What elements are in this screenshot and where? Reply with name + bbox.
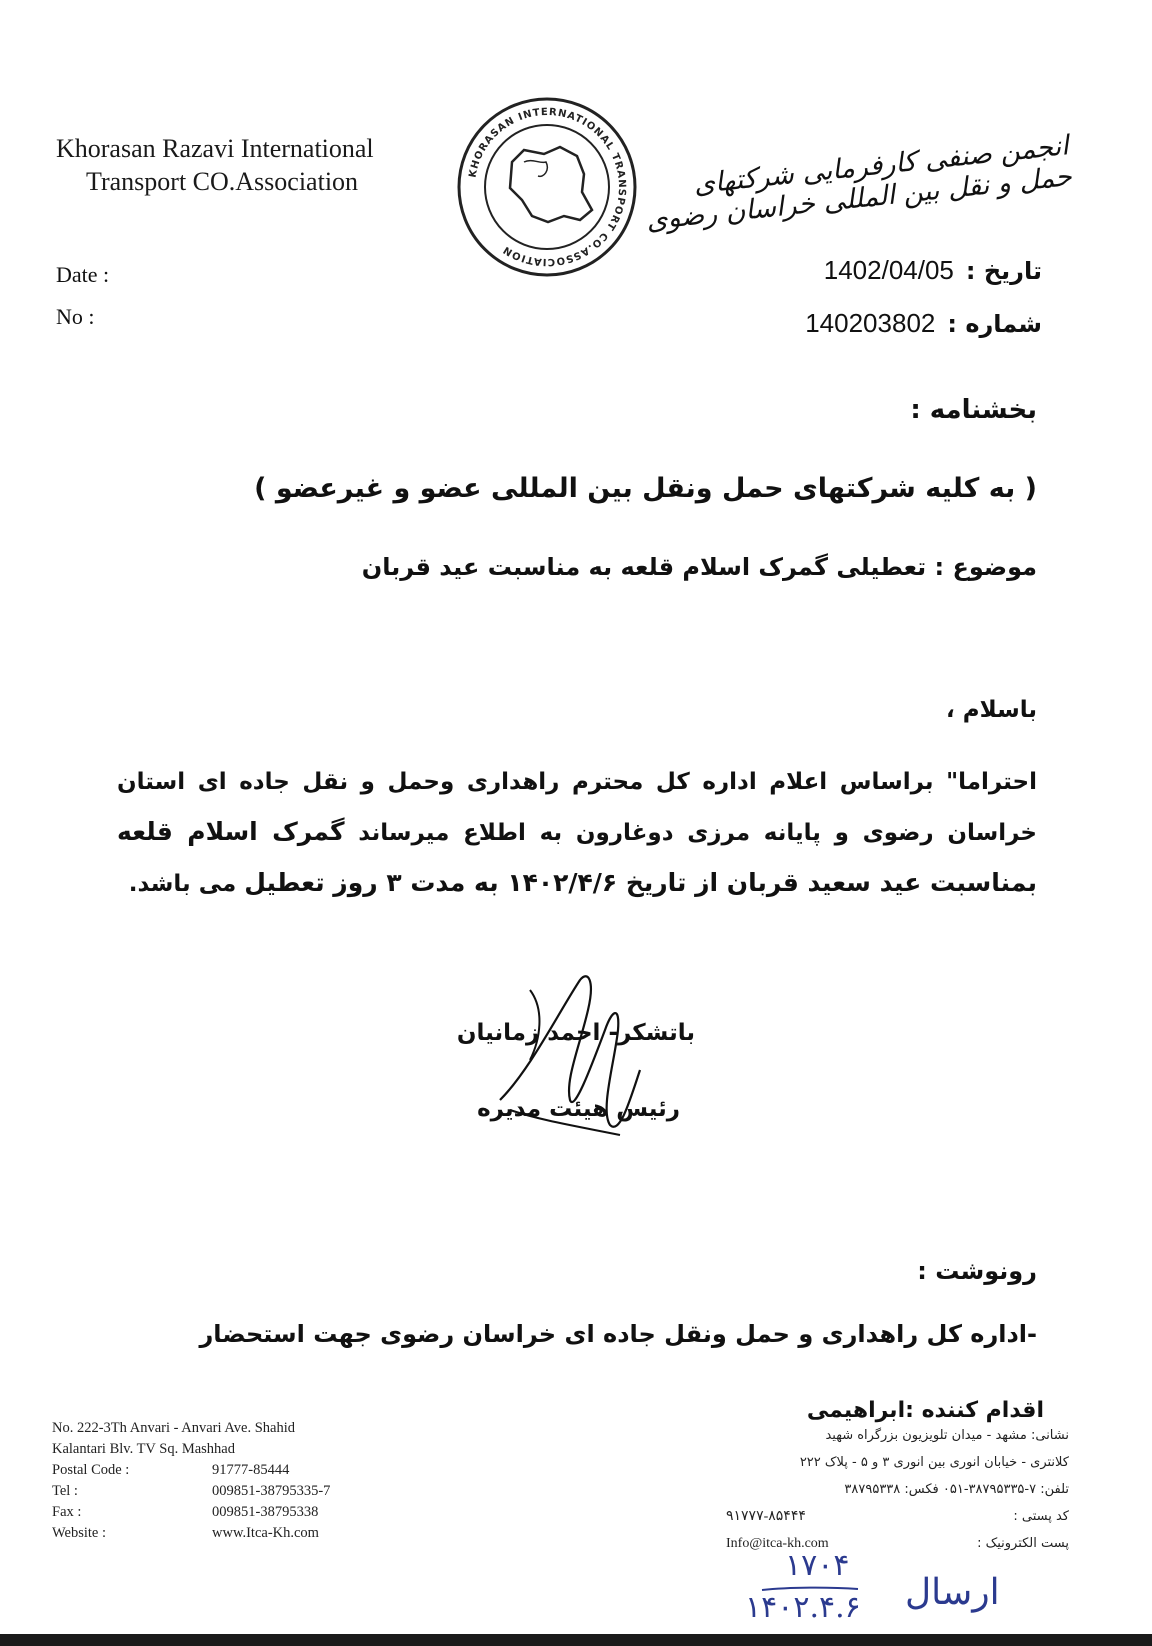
footer-address-line2: Kalantari Blv. TV Sq. Mashhad [52,1441,235,1457]
seal-text: KHORASAN INTERNATIONAL TRANSPORT CO.ASSOCIATION [467,106,628,268]
letter-body-part2: می باشد. [128,871,245,897]
number-label-english: No : [56,304,95,329]
company-name-persian: انجمن صنفی کارفرمایی شرکتهای حمل و نقل بین المللی خراسان رضوی [644,130,1074,237]
cc-label: رونوشت : [917,1257,1037,1285]
footer-contact-english [52,1418,362,1544]
footer-postal-label: Postal Code : [52,1462,130,1478]
cc-recipient: -اداره کل راهداری و حمل ونقل جاده ای خراسان رضوی جهت استحضار [199,1320,1037,1348]
greeting: باسلام ، [946,697,1037,723]
handwritten-word: ارسال [905,1572,1000,1613]
footer-fa-address-line1: نشانی: مشهد - میدان تلویزیون بزرگراه شهید [825,1428,1069,1443]
footer-fa-postal-label: کد پستی : [1013,1509,1069,1524]
signatory-title: رئیس هیئت مدیره [477,1096,680,1122]
letter-date-row [824,255,1042,286]
letter-number-row [805,308,1042,339]
association-seal-logo [452,92,642,282]
footer-tel-value: 009851-38795335-7 [212,1483,331,1499]
footer-website-label: Website : [52,1525,106,1541]
footer-fax-label: Fax : [52,1504,82,1520]
letter-body [117,758,1037,909]
footer-fa-address-line2: کلانتری - خیابان انوری بین انوری ۳ و ۵ - پلاک ۲۲۲ [799,1455,1069,1470]
circular-title: بخشنامه : [910,395,1037,425]
action-by: اقدام کننده :ابراهیمی [806,1398,1044,1423]
letter-number-value: 140203802 [805,308,936,338]
footer-fa-email-label: پست الکترونیک : [977,1536,1069,1551]
recipients-line: ( به کلیه شرکتهای حمل ونقل بین المللی عضو و غیرعضو ) [254,473,1037,504]
signatory-name: باتشکر- احمد زمانیان [456,1020,695,1046]
footer-fa-email-link[interactable]: Info@itca-kh.com [726,1536,829,1551]
handwritten-signature [470,950,700,1180]
letter-body-highlight: گمرک اسلام قلعه بمناسبت عید سعید قربان از تاریخ ۱۴۰۲/۴/۶ به مدت ۳ روز تعطیل [117,817,1037,897]
company-name-english-line1: Khorasan Razavi International [56,134,374,163]
letter-date-value: 1402/04/05 [823,255,954,285]
company-name-english-line2: Transport CO.Association [86,167,359,196]
footer-fa-postal-value: ۹۱۷۷۷-۸۵۴۴۴ [726,1509,806,1524]
footer-contact-persian [726,1422,1069,1557]
company-name-english [56,132,374,198]
letter-body-part1: احتراما" براساس اعلام اداره کل محترم راهداری وحمل و نقل جاده ای استان خراسان رضوی و پایانه مرزی دوغارون به اطلاع میرساند [117,769,1037,846]
letter-number-label: شماره : [947,310,1042,338]
footer-postal-value: 91777-85444 [212,1462,290,1478]
handwritten-number-top: ۱۷۰۴ [785,1548,850,1583]
svg-text:KHORASAN INTERNATIONAL TRANSPO [468,107,628,267]
handwritten-number-bottom: ۱۴۰۲.۴.۶ [745,1590,861,1625]
footer-tel-label: Tel : [52,1483,78,1499]
footer-fa-phone: تلفن: ۷-۳۸۷۹۵۳۳۵-۰۵۱ فکس: ۳۸۷۹۵۳۳۸ [844,1482,1069,1497]
footer-website-link[interactable]: www.Itca-Kh.com [212,1525,319,1541]
subject-line: موضوع : تعطیلی گمرک اسلام قلعه به مناسبت عید قربان [361,553,1037,581]
date-label-english: Date : [56,262,110,287]
footer-address-line1: No. 222-3Th Anvari - Anvari Ave. Shahid [52,1420,295,1436]
footer-fax-value: 009851-38795338 [212,1504,319,1520]
scan-bottom-edge [0,1634,1152,1646]
letter-date-label: تاریخ : [965,257,1042,285]
